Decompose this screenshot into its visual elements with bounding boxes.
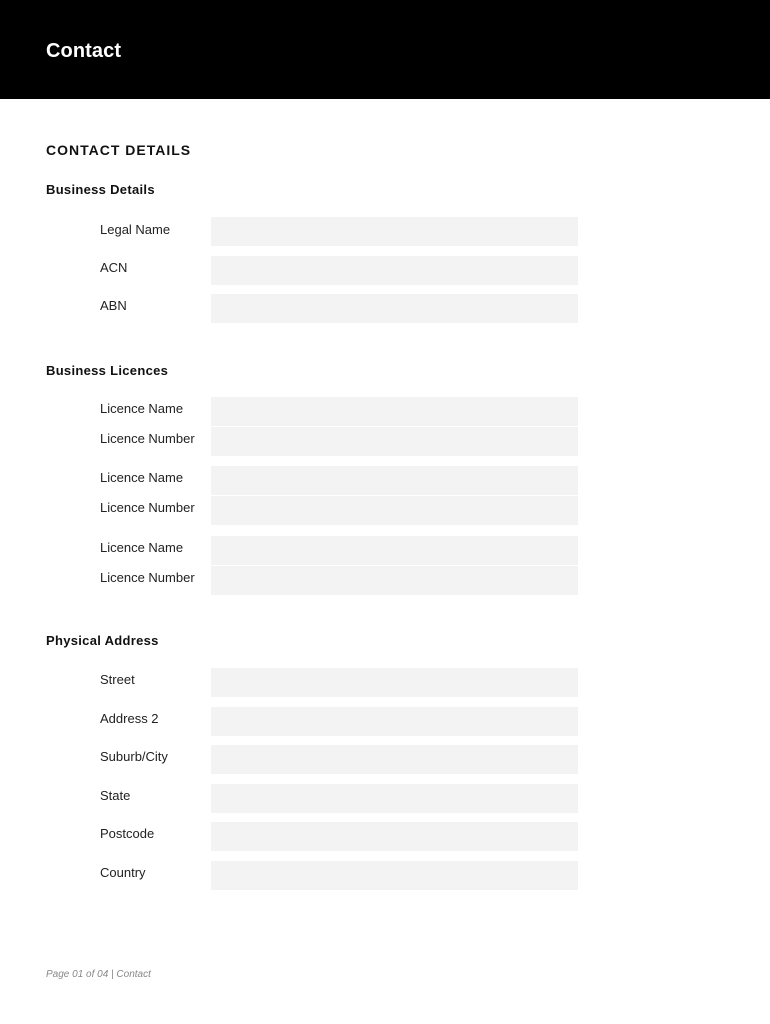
postcode-label: Postcode — [100, 826, 155, 841]
street-input[interactable] — [211, 668, 578, 697]
postcode-input[interactable] — [211, 822, 578, 851]
licence-number-input-1[interactable] — [211, 427, 578, 456]
section-title: CONTACT DETAILS — [46, 142, 192, 158]
acn-label: ACN — [100, 260, 128, 275]
abn-label: ABN — [100, 298, 127, 313]
business-licences-heading: Business Licences — [46, 363, 169, 378]
physical-address-heading: Physical Address — [46, 633, 159, 648]
legal-name-input[interactable] — [211, 217, 578, 246]
suburb-city-label: Suburb/City — [100, 749, 168, 764]
licence-number-label-1: Licence Number — [100, 431, 195, 446]
licence-number-label-2: Licence Number — [100, 500, 195, 515]
licence-name-label-2: Licence Name — [100, 470, 184, 485]
state-label: State — [100, 788, 131, 803]
country-input[interactable] — [211, 861, 578, 890]
licence-name-label-3: Licence Name — [100, 540, 184, 555]
licence-number-input-3[interactable] — [211, 566, 578, 595]
street-label: Street — [100, 672, 135, 687]
licence-number-input-2[interactable] — [211, 496, 578, 525]
business-details-heading: Business Details — [46, 182, 155, 197]
acn-input[interactable] — [211, 256, 578, 285]
abn-input[interactable] — [211, 294, 578, 323]
legal-name-label: Legal Name — [100, 222, 171, 237]
licence-name-input-1[interactable] — [211, 397, 578, 426]
state-input[interactable] — [211, 784, 578, 813]
page-title: Contact — [46, 40, 122, 62]
page-footer: Page 01 of 04 | Contact — [46, 969, 151, 980]
suburb-city-input[interactable] — [211, 745, 578, 774]
licence-name-label-1: Licence Name — [100, 401, 184, 416]
address-2-label: Address 2 — [100, 711, 159, 726]
page-header — [0, 0, 770, 99]
licence-number-label-3: Licence Number — [100, 570, 195, 585]
country-label: Country — [100, 865, 146, 880]
address-2-input[interactable] — [211, 707, 578, 736]
licence-name-input-2[interactable] — [211, 466, 578, 495]
licence-name-input-3[interactable] — [211, 536, 578, 565]
